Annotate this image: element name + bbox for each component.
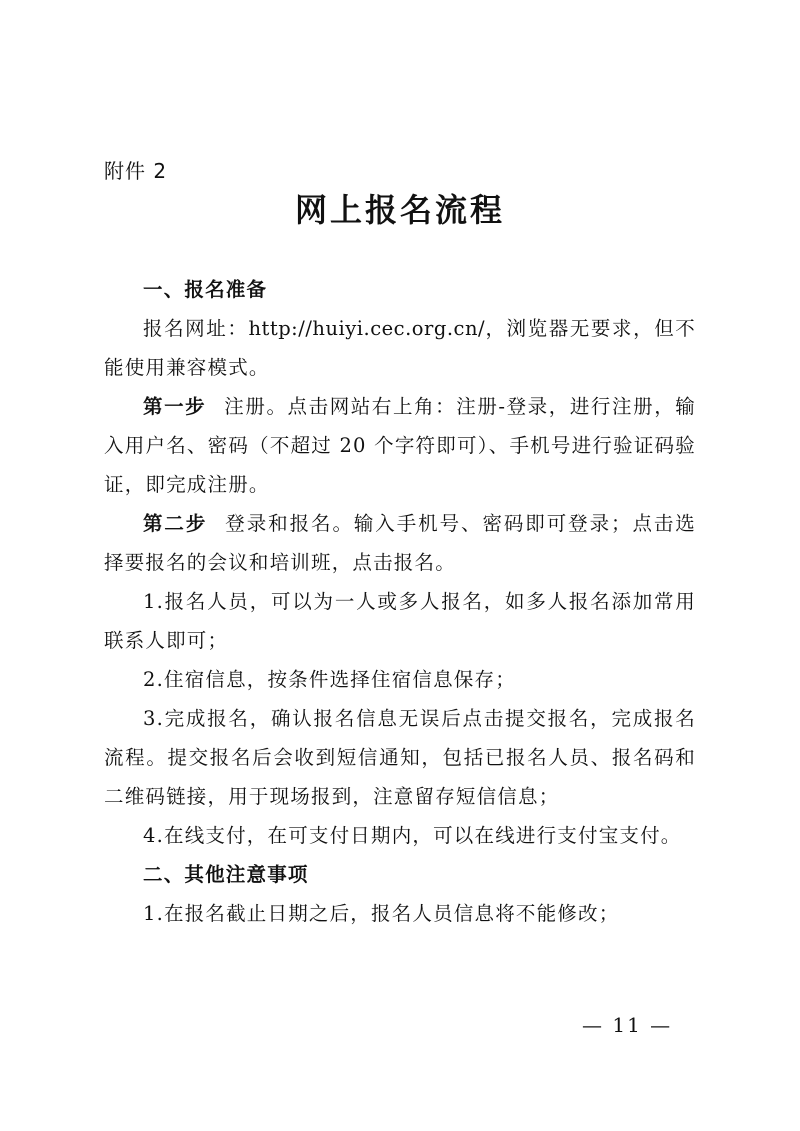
url-suffix: ，浏览器无要求，但不能使用兼容模式。 xyxy=(104,317,696,379)
list-item: 2.住宿信息，按条件选择住宿信息保存； xyxy=(143,668,516,691)
step2-label: 第二步 xyxy=(143,512,208,535)
section-heading-notes xyxy=(104,855,696,894)
section-heading-preparation xyxy=(104,270,696,309)
step1-text: 注册。点击网站右上角：注册-登录，进行注册，输入用户名、密码（不超过 20 个字符即可）、手机号进行验证码验证，即完成注册。 xyxy=(104,395,696,496)
step2-paragraph xyxy=(104,504,696,582)
step1-paragraph xyxy=(104,387,696,504)
document-title: 网上报名流程 xyxy=(294,191,505,229)
list-item: 1.在报名截止日期之后，报名人员信息将不能修改； xyxy=(143,902,620,925)
step1-label: 第一步 xyxy=(143,395,207,418)
document-body xyxy=(104,270,696,933)
section-heading-text: 二、其他注意事项 xyxy=(143,863,309,886)
list-item: 1.报名人员，可以为一人或多人报名，如多人报名添加常用联系人即可； xyxy=(104,590,696,652)
url-prefix: 报名网址： xyxy=(143,317,249,340)
page-number: — 11 — xyxy=(582,1013,673,1037)
list-item: 4.在线支付，在可支付日期内，可以在线进行支付宝支付。 xyxy=(143,824,682,847)
list-item: 3.完成报名，确认报名信息无误后点击提交报名，完成报名流程。提交报名后会收到短信通知，包括已报名人员、报名码和二维码链接，用于现场报到，注意留存短信信息； xyxy=(104,707,696,808)
step2-text: 登录和报名。输入手机号、密码即可登录；点击选择要报名的会议和培训班，点击报名。 xyxy=(104,512,696,574)
attachment-label: 附件 2 xyxy=(104,159,168,183)
section-heading-text: 一、报名准备 xyxy=(143,278,268,301)
registration-url-paragraph xyxy=(104,309,696,387)
registration-url: http://huiyi.cec.org.cn/ xyxy=(248,317,486,340)
